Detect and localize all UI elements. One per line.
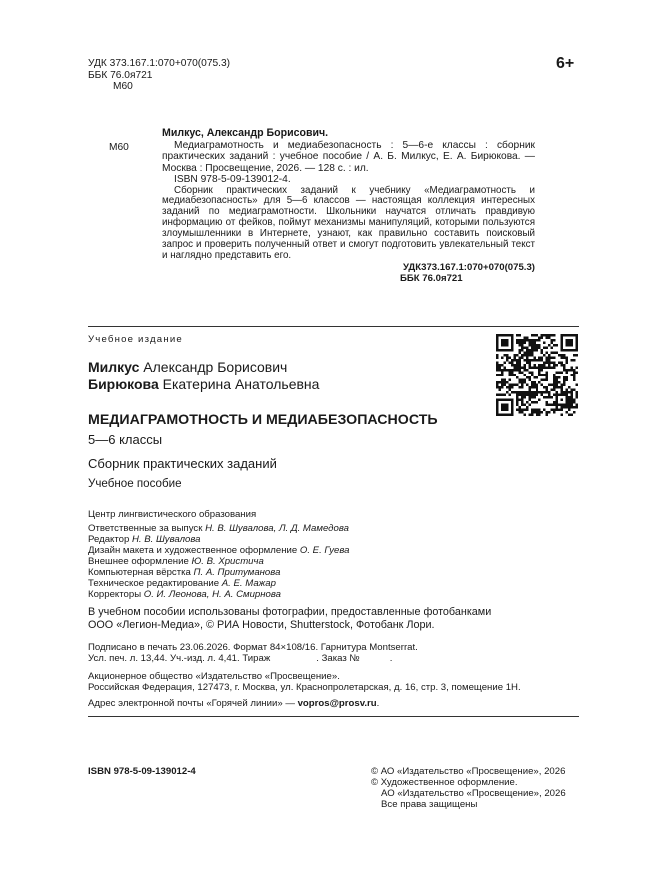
- record-code: М60: [109, 142, 129, 153]
- book-grades: 5—6 классы: [88, 432, 163, 447]
- photo-credits-line: В учебном пособии использованы фотографии, предоставленные фотобанками: [88, 606, 492, 618]
- hotline-email[interactable]: vopros@prosv.ru: [297, 698, 377, 709]
- udk-code: УДК 373.167.1:070+070(075.3): [88, 58, 231, 69]
- credits-center: Центр лингвистического образования: [88, 509, 257, 520]
- hotline: Адрес электронной почты «Горячей линии» — vopros@prosv.ru.: [88, 698, 380, 709]
- author-mark: М60: [113, 81, 133, 92]
- author-2: [88, 376, 319, 393]
- record-udk: УДК373.167.1:070+070(075.3): [402, 261, 535, 273]
- print-info-line: Подписано в печать 23.06.2026. Формат 84×108/16. Гарнитура Montserrat.: [88, 642, 418, 653]
- credit-row: Техническое редактирование А. Е. Мажар: [88, 578, 276, 589]
- classification-block: [88, 58, 230, 93]
- authors: [88, 359, 319, 393]
- publisher-info: [88, 671, 521, 693]
- credit-row: Ответственные за выпуск Н. В. Шувалова, Л. Д. Мамедова: [88, 523, 349, 534]
- record-author: Милкус, Александр Борисович.: [162, 127, 329, 139]
- author-2-last: Бирюкова: [88, 376, 159, 392]
- record-isbn: ISBN 978-5-09-139012-4.: [174, 174, 291, 185]
- copyright-line: Все права защищены: [381, 799, 478, 810]
- author-1: [88, 359, 319, 376]
- credit-row: Редактор Н. В. Шувалова: [88, 534, 201, 545]
- divider-bottom: [88, 716, 579, 717]
- print-info: [88, 642, 418, 664]
- copyright-line: © Художественное оформление.: [371, 777, 518, 788]
- publisher-name: Акционерное общество «Издательство «Просвещение».: [88, 671, 340, 682]
- publisher-address: Российская Федерация, 127473, г. Москва, ул. Краснопролетарская, д. 16, стр. 3, помещение 1Н.: [88, 682, 521, 693]
- bbk-code: ББК 76.0я721: [88, 69, 153, 81]
- photo-credits-line: ООО «Легион-Медиа», © РИА Новости, Shutterstock, Фотобанк Лори.: [88, 619, 435, 631]
- footer-isbn: ISBN 978-5-09-139012-4: [88, 766, 196, 777]
- credit-row: Дизайн макета и художественное оформление О. Е. Гуева: [88, 545, 350, 556]
- credit-row: Внешнее оформление Ю. В. Христича: [88, 556, 264, 567]
- print-info-line: Усл. печ. л. 13,44. Уч.-изд. л. 4,41. Тираж . Заказ № .: [88, 653, 393, 664]
- record-annotation: Сборник практических заданий к учебнику «Медиаграмотность и медиабезопасность» для 5—6 классов — настоящая коллекция интересных заданий по медиаграмотности. Школьники научатся отличать правдивую информацию от фейков, поймут механизмы манипуляций, которыми пользуются злоумышленники в Интернете, узнают, как правильно составить поисковый запрос и проверить полученный ответ и смогут подготовить увлекательный текст и наглядно представить его.: [162, 184, 535, 261]
- hotline-label: Адрес электронной почты «Горячей линии» —: [88, 698, 298, 709]
- credits: [88, 509, 349, 600]
- record-bbk: ББК 76.0я721: [400, 273, 463, 285]
- author-1-rest: Александр Борисович: [139, 359, 288, 375]
- copyright-line: АО «Издательство «Просвещение», 2026: [381, 788, 566, 799]
- copyright-line: © АО «Издательство «Просвещение», 2026: [371, 766, 566, 777]
- divider-top: [88, 326, 579, 327]
- record-description: Медиаграмотность и медиабезопасность : 5—6-е классы : сборник практических заданий : учебное пособие / А. Б. Милкус, Е. А. Бирюкова. — Москва : Просвещение, 2026. — 128 с. : ил.: [162, 139, 535, 174]
- book-type: Учебное пособие: [88, 477, 182, 490]
- credit-row: Корректоры О. И. Леонова, Н. А. Смирнова: [88, 589, 281, 600]
- author-2-rest: Екатерина Анатольевна: [158, 376, 320, 392]
- edition-type: Учебное издание: [88, 334, 183, 345]
- bibliographic-record: [162, 128, 535, 285]
- credit-row: Компьютерная вёрстка П. А. Притуманова: [88, 567, 281, 578]
- copyright: [371, 766, 566, 810]
- book-title: МЕДИАГРАМОТНОСТЬ И МЕДИАБЕЗОПАСНОСТЬ: [88, 412, 438, 428]
- age-rating: 6+: [556, 55, 575, 72]
- book-subtitle: Сборник практических заданий: [88, 456, 277, 471]
- qr-code-icon: [496, 334, 578, 416]
- photo-credits: [88, 606, 491, 632]
- author-1-last: Милкус: [88, 359, 140, 375]
